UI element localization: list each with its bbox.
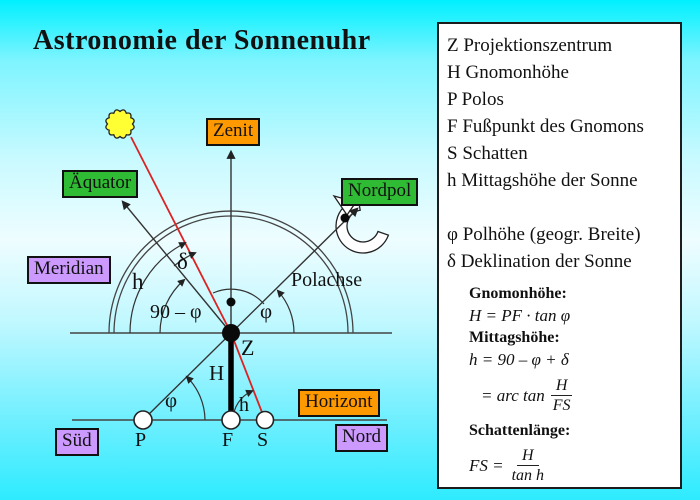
- label-h-meridian: h: [132, 269, 144, 294]
- label-aequator: Äquator: [62, 170, 138, 198]
- legend-item: F Fußpunkt des Gnomons: [447, 116, 644, 137]
- fraction-numerator: H: [517, 446, 539, 466]
- label-zenit: Zenit: [206, 118, 260, 146]
- legend-item: H Gnomonhöhe: [447, 62, 569, 83]
- fraction-numerator: H: [551, 376, 573, 396]
- formula-arctan-prefix: = arc tan: [481, 385, 545, 405]
- label-sued: Süd: [55, 428, 99, 456]
- label-gnomon-h: H: [209, 361, 225, 385]
- legend-item: Z Projektionszentrum: [447, 35, 613, 56]
- legend-panel: [437, 22, 682, 489]
- fraction: [510, 446, 546, 485]
- formula-gnomon: H = PF · tan φ: [469, 306, 571, 325]
- label-delta: δ: [177, 249, 188, 274]
- point-s-circle: [257, 412, 274, 429]
- phi-angle-arc: [278, 291, 294, 333]
- page-title: Astronomie der Sonnenuhr: [33, 25, 371, 56]
- formula-heading-gnomon: Gnomonhöhe:: [469, 285, 567, 302]
- zenith-line-dot: [227, 298, 236, 307]
- label-meridian: Meridian: [27, 256, 111, 284]
- formula-heading-schatten: Schattenlänge:: [469, 422, 571, 439]
- legend-item: P Polos: [447, 89, 504, 110]
- legend-item: S Schatten: [447, 143, 528, 164]
- point-f-circle: [222, 411, 240, 429]
- formula-schatten: [469, 446, 672, 485]
- formula-heading-mittag: Mittagshöhe:: [469, 329, 560, 346]
- label-phi-bottom: φ: [165, 388, 178, 412]
- label-nordpol: Nordpol: [341, 178, 418, 206]
- formula-schatten-prefix: FS =: [469, 455, 504, 475]
- label-s: S: [257, 429, 269, 451]
- legend-spacer: [447, 194, 672, 221]
- phi-bottom-arc: [187, 377, 205, 420]
- formula-arctan: [481, 376, 672, 415]
- label-z: Z: [241, 335, 255, 360]
- polachse-dot: [341, 214, 350, 223]
- fraction-denominator: FS: [552, 397, 571, 414]
- label-phi-right: φ: [260, 299, 273, 323]
- label-p: P: [135, 429, 147, 451]
- sun-ray-line: [131, 137, 265, 420]
- point-p-circle: [134, 411, 152, 429]
- label-horizont: Horizont: [298, 389, 380, 417]
- legend-item: h Mittagshöhe der Sonne: [447, 170, 638, 191]
- ray-polachse-arc: [213, 289, 264, 304]
- formula-mittag: h = 90 – φ + δ: [469, 350, 569, 369]
- legend-item: φ Polhöhe (geogr. Breite): [447, 224, 641, 245]
- label-h-bottom: h: [239, 394, 249, 416]
- label-f: F: [222, 429, 234, 451]
- point-z-dot: [222, 324, 240, 342]
- label-ninety-minus-phi: 90 – φ: [150, 301, 202, 323]
- formula-block: [469, 283, 672, 485]
- fraction: [551, 376, 573, 415]
- sun-icon: [106, 110, 134, 138]
- legend-item: δ Deklination der Sonne: [447, 251, 632, 272]
- label-polachse: Polachse: [291, 269, 363, 291]
- label-nord: Nord: [335, 424, 388, 452]
- fraction-denominator: tan h: [511, 467, 545, 484]
